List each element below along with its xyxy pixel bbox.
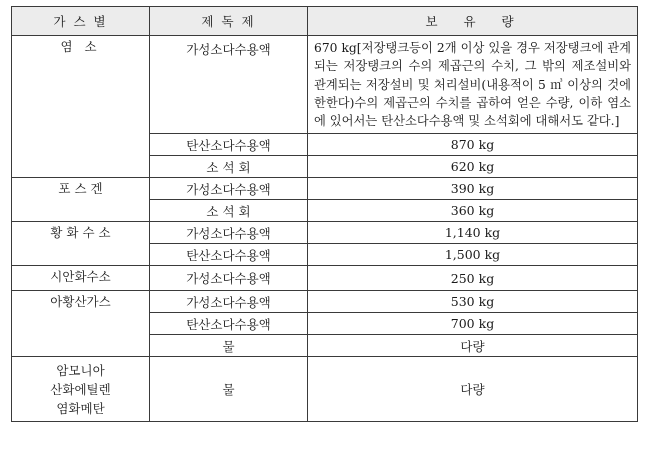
header-agent: 제 독 제 bbox=[150, 7, 308, 36]
gas-ammonia-group bbox=[12, 357, 150, 422]
agent-cell: 탄산소다수용액 bbox=[150, 134, 308, 156]
amount-cell: 360 kg bbox=[308, 200, 638, 222]
gas-phosgene: 포 스 겐 bbox=[12, 178, 150, 222]
gas-ethylene-oxide: 산화에틸렌 bbox=[50, 381, 111, 397]
agent-cell: 소 석 회 bbox=[150, 200, 308, 222]
gas-hydrogen-sulfide: 황 화 수 소 bbox=[12, 222, 150, 266]
agent-cell: 가성소다수용액 bbox=[150, 266, 308, 291]
table-row bbox=[12, 36, 638, 134]
gas-ammonia: 암모니아 bbox=[56, 362, 105, 378]
header-gas: 가 스 별 bbox=[12, 7, 150, 36]
toxic-gas-neutralizer-table bbox=[11, 6, 638, 422]
amount-cell: 다량 bbox=[308, 357, 638, 422]
gas-hydrogen-cyanide: 시안화수소 bbox=[12, 266, 150, 291]
agent-cell: 가성소다수용액 bbox=[150, 291, 308, 313]
agent-cell: 가성소다수용액 bbox=[150, 36, 308, 134]
agent-cell: 물 bbox=[150, 335, 308, 357]
amount-cell: 390 kg bbox=[308, 178, 638, 200]
amount-cell: 620 kg bbox=[308, 156, 638, 178]
agent-cell: 가성소다수용액 bbox=[150, 178, 308, 200]
amount-cell: 530 kg bbox=[308, 291, 638, 313]
amount-cell: 700 kg bbox=[308, 313, 638, 335]
header-row bbox=[12, 7, 638, 36]
agent-cell: 탄산소다수용액 bbox=[150, 313, 308, 335]
gas-chlorine: 염 소 bbox=[12, 36, 150, 178]
amount-cell: 1,500 kg bbox=[308, 244, 638, 266]
table-row bbox=[12, 291, 638, 313]
table-row bbox=[12, 266, 638, 291]
table-row bbox=[12, 222, 638, 244]
agent-cell: 물 bbox=[150, 357, 308, 422]
agent-cell: 탄산소다수용액 bbox=[150, 244, 308, 266]
amount-cell: 250 kg bbox=[308, 266, 638, 291]
amount-cell: 다량 bbox=[308, 335, 638, 357]
gas-sulfur-dioxide: 아황산가스 bbox=[12, 291, 150, 357]
table-row bbox=[12, 357, 638, 422]
amount-cell: 1,140 kg bbox=[308, 222, 638, 244]
amount-cell: 870 kg bbox=[308, 134, 638, 156]
table-row bbox=[12, 178, 638, 200]
header-amount: 보 유 량 bbox=[308, 7, 638, 36]
amount-cell: 670 kg[저장탱크등이 2개 이상 있을 경우 저장탱크에 관계되는 저장탱크의 수의 제곱근의 수치, 그 밖의 제조설비와 관계되는 저장설비 및 처리설비(내용적이 5 ㎥ 이상의 것에 한한다)수의 제곱근의 수치를 곱하여 얻은 수량, 이하 염소에 있어서는 탄산소다수용액 및 소석회에 대해서도 같다.] bbox=[308, 36, 638, 134]
agent-cell: 가성소다수용액 bbox=[150, 222, 308, 244]
gas-methyl-chloride: 염화메탄 bbox=[56, 400, 105, 416]
agent-cell: 소 석 회 bbox=[150, 156, 308, 178]
